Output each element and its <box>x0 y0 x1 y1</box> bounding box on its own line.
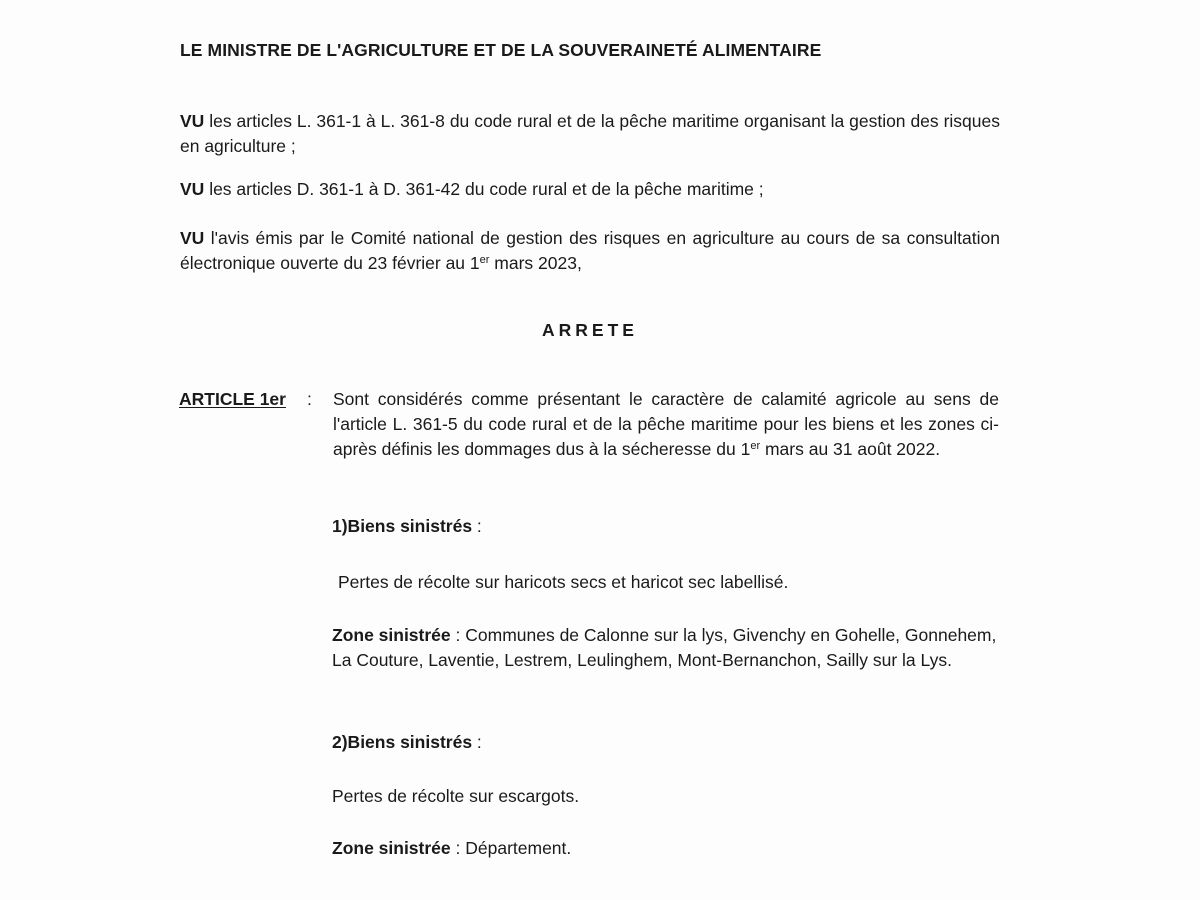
section-heading-text: 1)Biens sinistrés <box>332 516 473 536</box>
considerant-prefix: VU <box>180 111 205 131</box>
section-2-heading <box>332 730 1000 755</box>
considerant-avis-comite <box>180 226 1000 276</box>
section-1-losses: Pertes de récolte sur haricots secs et haricot sec labellisé. <box>338 572 789 592</box>
decision-title: ARRETE <box>542 320 638 340</box>
article-1-label <box>179 387 286 412</box>
section-2-losses: Pertes de récolte sur escargots. <box>332 786 580 806</box>
ordinal-suffix: er <box>750 440 761 452</box>
section-heading-colon: : <box>472 732 482 752</box>
considerant-text: les articles D. 361-1 à D. 361-42 du code rural et de la pêche maritime ; <box>209 179 764 199</box>
zone-text: : Communes de Calonne sur la lys, Givenchy en Gohelle, Gonnehem, La Couture, Laventie, Lestrem, Leulinghem, Mont-Bernanchon, Sailly sur la Lys. <box>332 625 997 670</box>
article-1-label-text: ARTICLE 1er <box>179 389 286 409</box>
ordinal-suffix: er <box>479 254 490 266</box>
article-1-body <box>333 387 999 462</box>
zone-text: : Département. <box>450 838 572 858</box>
considerant-text-end: mars 2023, <box>489 253 582 273</box>
section-1-heading <box>332 514 1000 539</box>
section-heading-text: 2)Biens sinistrés <box>332 732 473 752</box>
zone-label: Zone sinistrée <box>332 838 451 858</box>
considerant-code-rural-articles-l <box>180 109 1000 159</box>
considerant-prefix: VU <box>180 228 205 248</box>
article-1-text: Sont considérés comme présentant le caractère de calamité agricole au sens de l'article L. 361-5 du code rural et de la pêche maritime pour les biens et les zones ci-après définis les dommages dus à la sécheresse du 1 <box>333 389 999 459</box>
considerant-prefix: VU <box>180 179 205 199</box>
issuing-authority: LE MINISTRE DE L'AGRICULTURE ET DE LA SOUVERAINETÉ ALIMENTAIRE <box>180 40 822 60</box>
zone-label: Zone sinistrée <box>332 625 451 645</box>
section-heading-colon: : <box>472 516 482 536</box>
article-1-colon: : <box>307 389 312 409</box>
section-2-zone <box>332 836 1000 861</box>
considerant-text: l'avis émis par le Comité national de gestion des risques en agriculture au cours de sa consultation électronique ouverte du 23 février au 1 <box>180 228 1000 273</box>
considerant-text: les articles L. 361-1 à L. 361-8 du code rural et de la pêche maritime organisant la gestion des risques en agriculture ; <box>180 111 1000 156</box>
considerant-code-rural-articles-d <box>180 177 1000 202</box>
article-1-text-end: mars au 31 août 2022. <box>760 439 941 459</box>
section-1-zone <box>332 623 1000 673</box>
